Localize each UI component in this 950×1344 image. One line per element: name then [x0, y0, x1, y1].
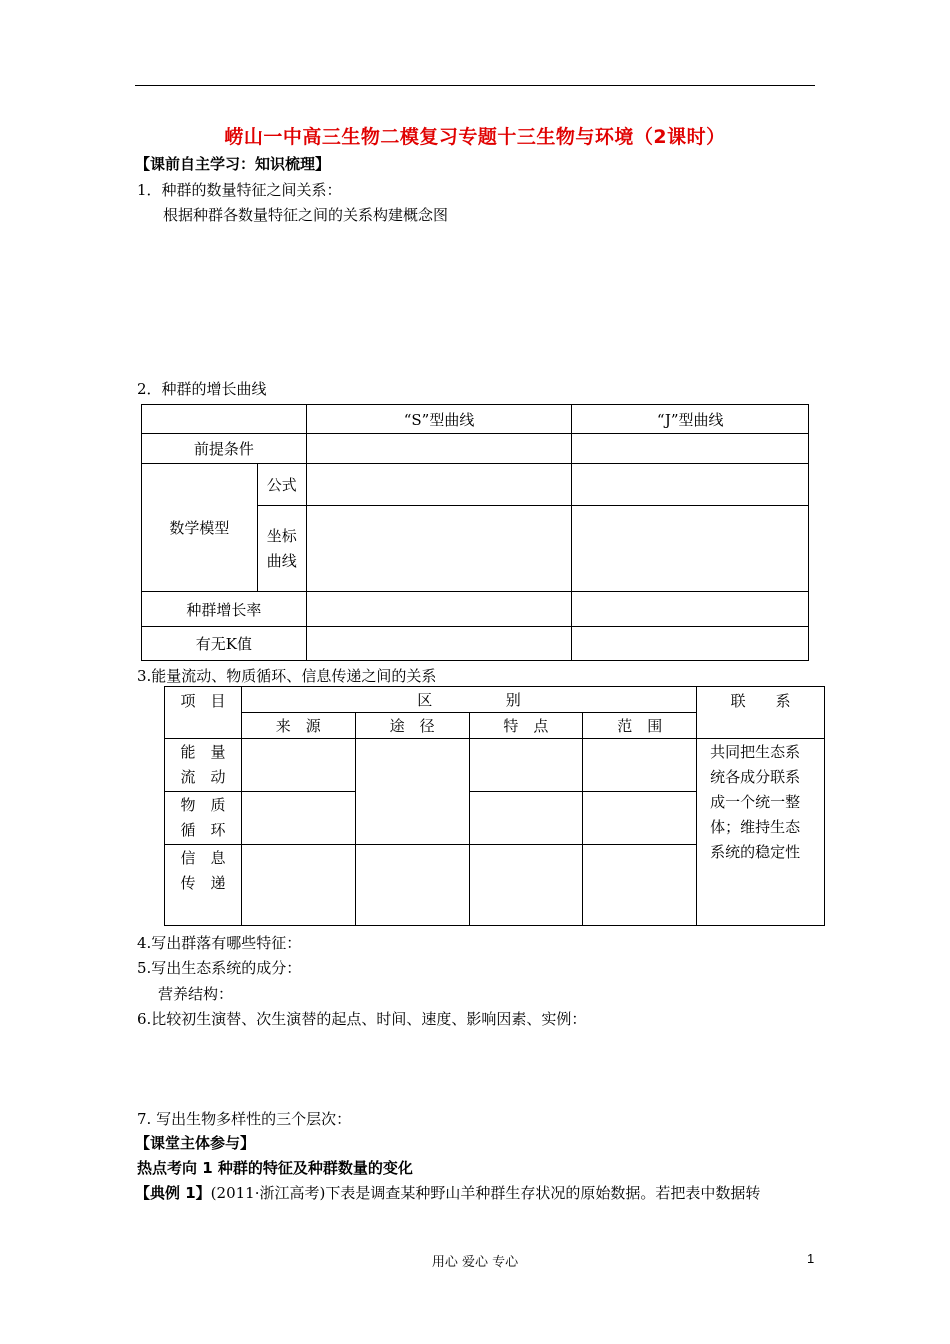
hotspot-heading: 热点考向 1 种群的特征及种群数量的变化	[137, 1159, 413, 1177]
example-text: (2011·浙江高考)下表是调查某种野山羊种群生存状况的原始数据。若把表中数据转	[210, 1184, 761, 1202]
row-label-math-model: 数学模型	[142, 464, 258, 592]
row-label-premise: 前提条件	[142, 434, 307, 464]
table-cell	[572, 627, 809, 661]
ecosystem-function-table	[164, 686, 825, 926]
question-1-subtext: 根据种群各数量特征之间的关系构建概念图	[163, 206, 449, 224]
page-footer: 用心 爱心 专心	[431, 1255, 519, 1270]
connection-line-4: 体；维持生态	[710, 818, 801, 836]
question-3: 3.能量流动、物质循环、信息传递之间的关系	[137, 667, 437, 685]
header-difference	[241, 687, 696, 713]
table-cell	[583, 792, 697, 845]
table-cell	[241, 845, 355, 926]
table-cell	[572, 592, 809, 627]
header-connection: 联 系	[697, 687, 825, 739]
header-item: 项 目	[165, 687, 242, 739]
header-feature: 特 点	[469, 713, 583, 739]
energy-label-line-2: 流 动	[180, 768, 226, 786]
question-5-subtext: 营养结构：	[158, 985, 234, 1003]
table-cell	[355, 845, 469, 926]
table-cell	[469, 792, 583, 845]
info-label-line-2: 传 递	[180, 874, 226, 892]
section-heading-pre-study: 【课前自主学习：知识梳理】	[135, 155, 331, 173]
table-cell	[306, 506, 572, 592]
table-cell	[469, 845, 583, 926]
connection-line-2: 统各成分联系	[710, 768, 801, 786]
table-cell	[306, 434, 572, 464]
table-cell	[469, 739, 583, 792]
header-source: 来 源	[241, 713, 355, 739]
table-cell	[583, 845, 697, 926]
table-cell	[306, 592, 572, 627]
table-corner-cell	[142, 405, 307, 434]
table-cell	[572, 464, 809, 506]
connection-line-3: 成一个统一整	[710, 793, 801, 811]
table-cell	[306, 464, 572, 506]
question-6: 6.比较初生演替、次生演替的起点、时间、速度、影响因素、实例：	[137, 1010, 587, 1028]
connection-line-1: 共同把生态系	[710, 743, 801, 761]
row-label-k-value: 有无K值	[142, 627, 307, 661]
page-title: 崂山一中高三生物二模复习专题十三生物与环境（2课时）	[224, 126, 726, 148]
example-label: 【典例 1】	[135, 1184, 211, 1202]
coordinate-label: 坐标	[266, 526, 297, 545]
row-label-formula: 公式	[257, 464, 306, 506]
table-cell	[572, 506, 809, 592]
header-scope: 范 围	[583, 713, 697, 739]
connection-line-5: 系统的稳定性	[710, 843, 801, 861]
table-cell-merged	[355, 739, 469, 845]
column-header-s-curve: “S”型曲线	[306, 405, 572, 434]
row-label-energy-flow	[165, 739, 242, 792]
row-label-info-transfer	[165, 845, 242, 926]
connection-description	[697, 739, 825, 926]
column-header-j-curve: “J”型曲线	[572, 405, 809, 434]
table-cell	[583, 739, 697, 792]
row-label-matter-cycle	[165, 792, 242, 845]
header-rule	[135, 85, 815, 86]
question-1: 1．种群的数量特征之间关系：	[137, 181, 342, 199]
question-7: 7. 写出生物多样性的三个层次：	[137, 1110, 352, 1128]
question-2: 2．种群的增长曲线	[137, 380, 267, 398]
page-number: 1	[807, 1251, 815, 1266]
table-cell	[572, 434, 809, 464]
growth-curve-table	[141, 404, 809, 661]
row-label-growth-rate: 种群增长率	[142, 592, 307, 627]
header-difference-char-2: 别	[505, 691, 521, 709]
header-difference-char-1: 区	[417, 691, 433, 709]
question-5: 5.写出生态系统的成分：	[137, 959, 302, 977]
table-cell	[241, 739, 355, 792]
header-path: 途 径	[355, 713, 469, 739]
example-paragraph	[135, 1182, 760, 1203]
curve-label: 曲线	[266, 551, 297, 570]
energy-label-line-1: 能 量	[180, 743, 226, 761]
matter-label-line-2: 循 环	[180, 821, 226, 839]
matter-label-line-1: 物 质	[180, 796, 226, 814]
table-cell	[241, 792, 355, 845]
row-label-coordinate-curve	[257, 506, 306, 592]
info-label-line-1: 信 息	[180, 849, 226, 867]
section-heading-class: 【课堂主体参与】	[135, 1134, 256, 1152]
table-cell	[306, 627, 572, 661]
question-4: 4.写出群落有哪些特征：	[137, 934, 302, 952]
